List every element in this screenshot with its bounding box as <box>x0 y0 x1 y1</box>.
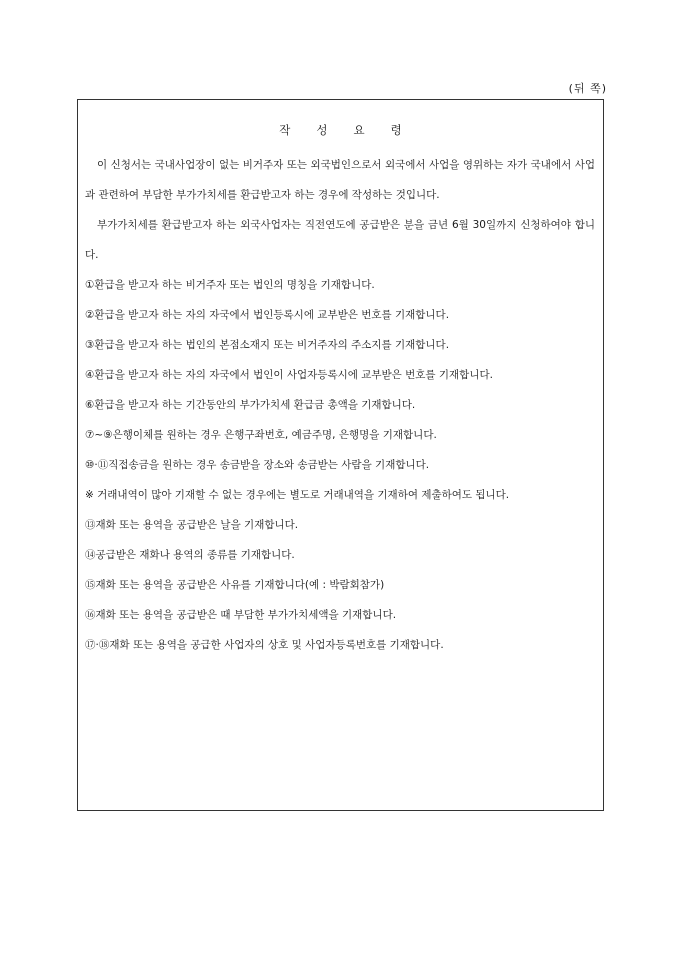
intro-paragraph: 이 신청서는 국내사업장이 없는 비거주자 또는 외국법인으로서 외국에서 사업을 영위하는 자가 국내에서 사업과 관련하여 부담한 부가가치세를 환급받고자 하는 경우에 작성하는 것입니다. <box>85 159 595 201</box>
instruction-item: ⑦~⑨은행이체를 원하는 경우 은행구좌번호, 예금주명, 은행명을 기재합니다. <box>85 429 437 441</box>
instruction-item: ③환급을 받고자 하는 법인의 본점소재지 또는 비거주자의 주소지를 기재합니다. <box>85 339 450 351</box>
instructions-box <box>77 99 604 811</box>
note-item: ※ 거래내역이 많아 기재할 수 없는 경우에는 별도로 거래내역을 기재하여 제출하여도 됩니다. <box>85 489 510 501</box>
instruction-item: ⑮재화 또는 용역을 공급받은 사유를 기재합니다(예 : 박람회참가) <box>85 579 385 591</box>
instruction-item: ⑯재화 또는 용역을 공급받은 때 부담한 부가가치세액을 기재합니다. <box>85 609 397 621</box>
page-side-label: (뒤 쪽) <box>568 82 607 95</box>
instruction-item: ⑰·⑱재화 또는 용역을 공급한 사업자의 상호 및 사업자등록번호를 기재합니다. <box>85 639 444 651</box>
instructions-body <box>85 150 595 660</box>
instruction-item: ⑭공급받은 재화나 용역의 종류를 기재합니다. <box>85 549 295 561</box>
instruction-item: ①환급을 받고자 하는 비거주자 또는 법인의 명칭을 기재합니다. <box>85 279 375 291</box>
deadline-paragraph: 부가가치세를 환급받고자 하는 외국사업자는 직전연도에 공급받은 분을 금년 6월 30일까지 신청하여야 합니다. <box>85 219 595 261</box>
instructions-title: 작성요령 <box>279 123 428 137</box>
instruction-item: ⑩·⑪직접송금을 원하는 경우 송금받을 장소와 송금받는 사람을 기재합니다. <box>85 459 430 471</box>
instruction-item: ⑥환급을 받고자 하는 기간동안의 부가가치세 환급금 총액을 기재합니다. <box>85 399 416 411</box>
instruction-item: ④환급을 받고자 하는 자의 자국에서 법인이 사업자등록시에 교부받은 번호를 기재합니다. <box>85 369 493 381</box>
instruction-item: ⑬재화 또는 용역을 공급받은 날을 기재합니다. <box>85 519 299 531</box>
instruction-item: ②환급을 받고자 하는 자의 자국에서 법인등록시에 교부받은 번호를 기재합니다. <box>85 309 450 321</box>
